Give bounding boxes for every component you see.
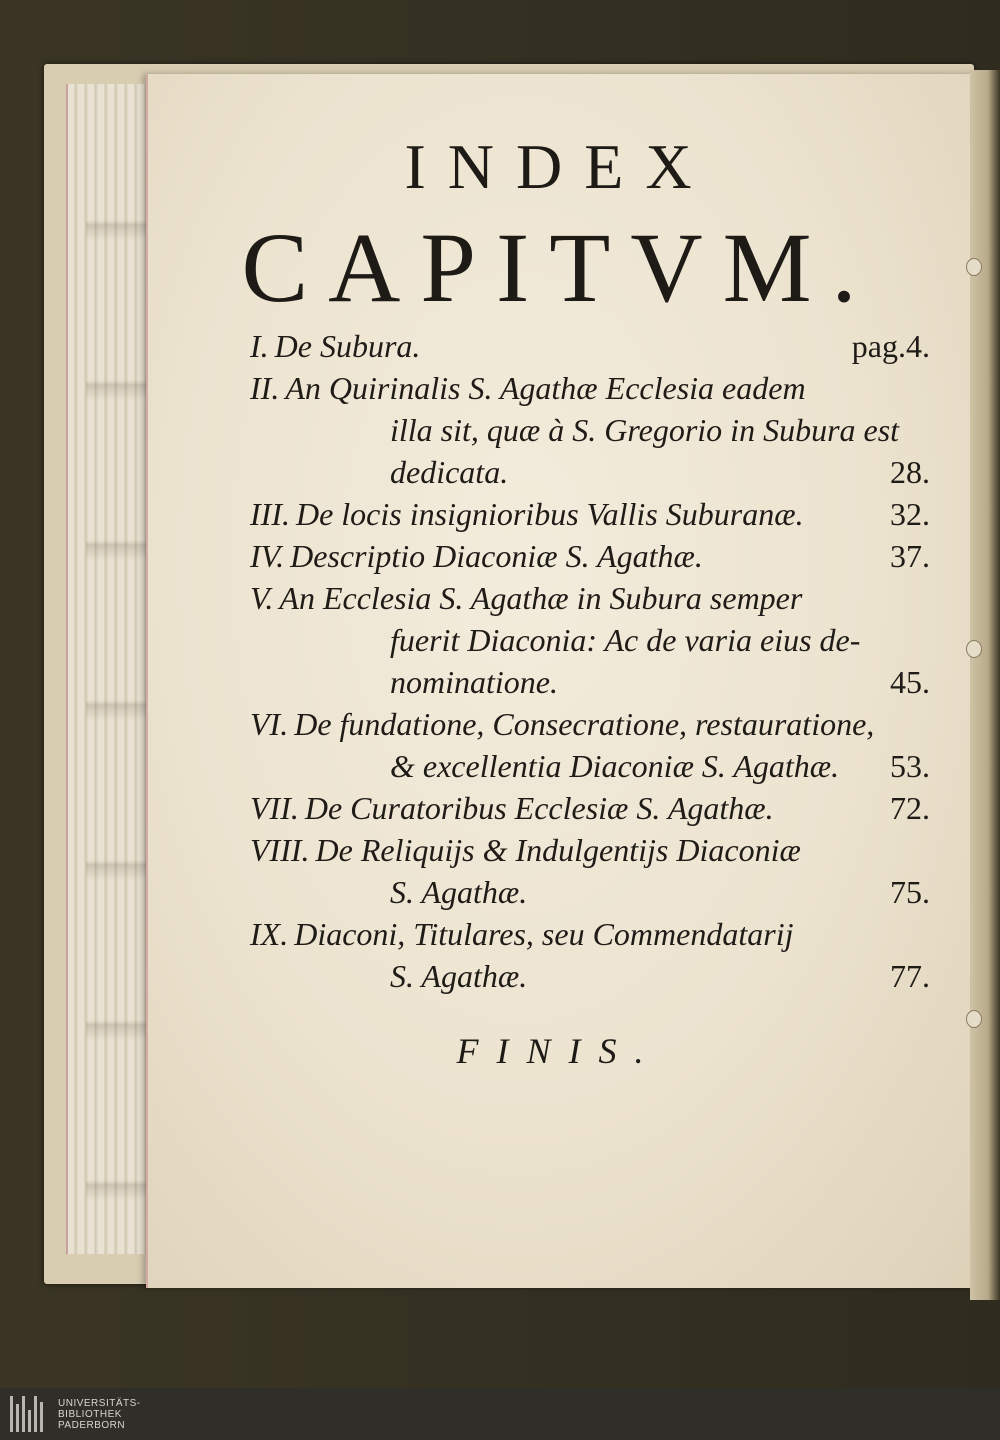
chapter-title-line: An Quirinalis S. Agathæ Ecclesia eadem bbox=[285, 370, 806, 406]
chapter-title-line: dedicata. bbox=[390, 454, 509, 490]
toc-line bbox=[250, 535, 930, 577]
chapter-title-line: Descriptio Diaconiæ S. Agathæ. bbox=[290, 538, 703, 574]
page-number: 45. bbox=[890, 664, 930, 700]
toc-entry bbox=[250, 787, 930, 829]
binding-stitch bbox=[966, 1010, 982, 1028]
chapter-title-line: S. Agathæ. bbox=[390, 874, 528, 910]
toc-line bbox=[250, 787, 930, 829]
chapter-numeral: III. bbox=[250, 496, 290, 532]
toc-entry bbox=[250, 703, 930, 787]
toc-entry bbox=[250, 577, 930, 703]
toc-line bbox=[250, 913, 930, 955]
toc-line bbox=[250, 577, 930, 619]
chapter-numeral: V. bbox=[250, 580, 274, 616]
toc-entry bbox=[250, 493, 930, 535]
toc-line bbox=[250, 367, 930, 409]
toc-line bbox=[250, 955, 930, 997]
toc-entry bbox=[250, 913, 930, 997]
chapter-title-line: & excellentia Diaconiæ S. Agathæ. bbox=[390, 748, 840, 784]
toc-line bbox=[250, 325, 930, 367]
book-gutter bbox=[970, 70, 1000, 1300]
index-title: INDEX bbox=[404, 131, 714, 202]
toc-line bbox=[250, 451, 930, 493]
library-name-line1: UNIVERSITÄTS- bbox=[58, 1397, 141, 1409]
chapter-title-line: illa sit, quæ à S. Gregorio in Subura est bbox=[390, 412, 900, 448]
library-name bbox=[58, 1398, 141, 1431]
toc-entry bbox=[250, 829, 930, 913]
library-footer bbox=[0, 1388, 1000, 1440]
page-number: pag.4. bbox=[851, 328, 930, 364]
chapter-title-line: S. Agathæ. bbox=[390, 958, 528, 994]
chapter-title-line: fuerit Diaconia: Ac de varia eius de- bbox=[390, 622, 861, 658]
page-number: 37. bbox=[890, 538, 930, 574]
toc-line bbox=[250, 829, 930, 871]
page-number: 32. bbox=[890, 496, 930, 532]
capitum-title: CAPITVM. bbox=[241, 212, 877, 323]
page-number: 72. bbox=[890, 790, 930, 826]
toc-entry bbox=[250, 367, 930, 493]
chapter-numeral: VIII. bbox=[250, 832, 310, 868]
chapter-title-line: An Ecclesia S. Agathæ in Subura semper bbox=[279, 580, 803, 616]
page-number: 53. bbox=[890, 748, 930, 784]
page-number: 28. bbox=[890, 454, 930, 490]
toc-line bbox=[250, 703, 930, 745]
toc-line bbox=[250, 619, 930, 661]
chapter-numeral: I. bbox=[250, 328, 269, 364]
finis-text: FINIS. bbox=[456, 1031, 662, 1071]
library-logo-icon bbox=[10, 1396, 50, 1432]
chapter-title-line: De locis insignioribus Vallis Suburanæ. bbox=[295, 496, 804, 532]
toc-entry bbox=[250, 325, 930, 367]
chapter-numeral: II. bbox=[250, 370, 280, 406]
toc-line bbox=[250, 745, 930, 787]
toc-line bbox=[250, 871, 930, 913]
chapter-title-line: Diaconi, Titulares, seu Commendatarij bbox=[294, 916, 794, 952]
chapter-title-line: De fundatione, Consecratione, restauratione, bbox=[294, 706, 875, 742]
chapter-title-line: De Subura. bbox=[274, 328, 421, 364]
toc-line bbox=[250, 493, 930, 535]
toc-entry bbox=[250, 535, 930, 577]
toc-line bbox=[250, 409, 930, 451]
page-folds bbox=[86, 80, 146, 1240]
chapter-numeral: VI. bbox=[250, 706, 289, 742]
chapter-title-line: nominatione. bbox=[390, 664, 558, 700]
table-of-contents bbox=[250, 325, 930, 997]
chapter-title-line: De Curatoribus Ecclesiæ S. Agathæ. bbox=[304, 790, 774, 826]
page-number: 77. bbox=[890, 958, 930, 994]
chapter-numeral: IX. bbox=[250, 916, 289, 952]
chapter-numeral: VII. bbox=[250, 790, 299, 826]
toc-line bbox=[250, 661, 930, 703]
chapter-numeral: IV. bbox=[250, 538, 285, 574]
chapter-title-line: De Reliquijs & Indulgentijs Diaconiæ bbox=[315, 832, 801, 868]
binding-stitch bbox=[966, 640, 982, 658]
page-number: 75. bbox=[890, 874, 930, 910]
library-name-line2: BIBLIOTHEK bbox=[58, 1408, 122, 1420]
library-name-line3: PADERBORN bbox=[58, 1419, 126, 1431]
